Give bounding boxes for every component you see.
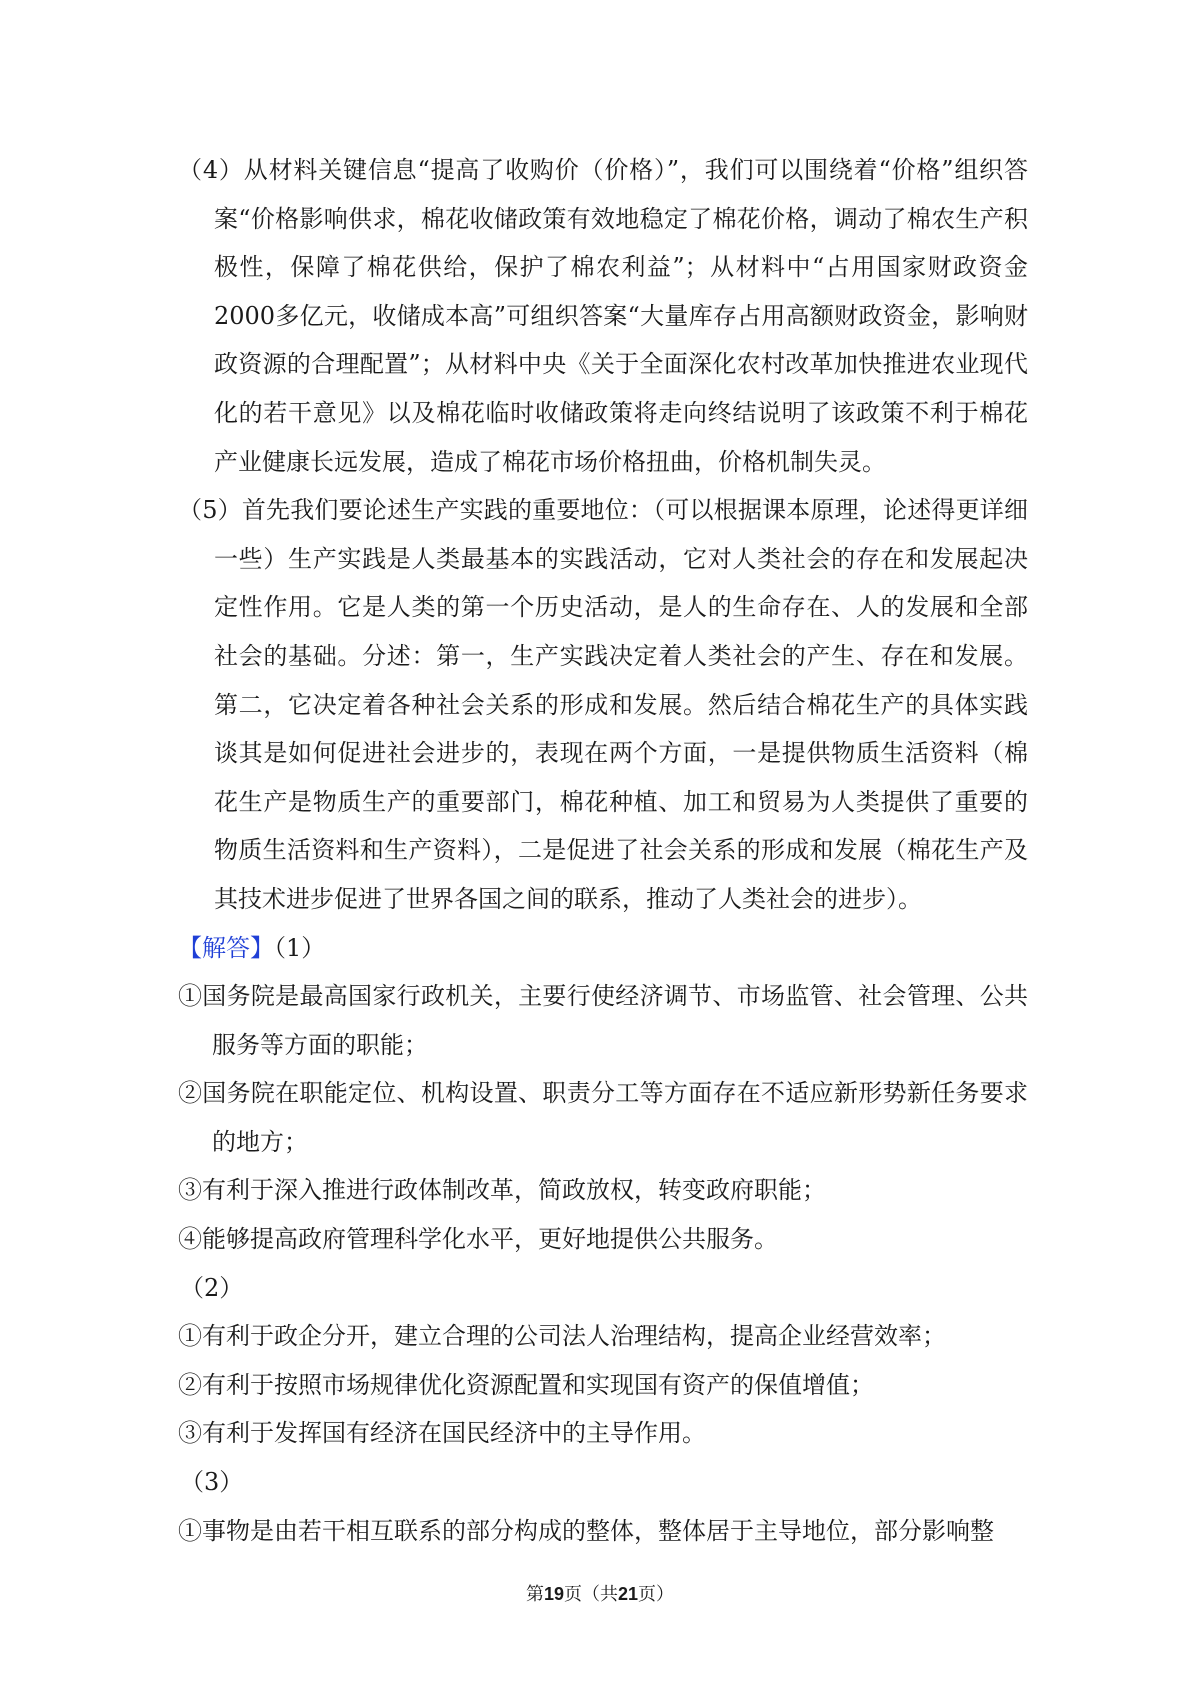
- answer-1-item-4: ④能够提高政府管理科学化水平，更好地提供公共服务。: [178, 1225, 778, 1254]
- answer-label: 【解答】: [178, 933, 274, 962]
- answer-part-3-head: （3）: [180, 1468, 244, 1497]
- answer-2-item-2: ②有利于按照市场规律优化资源配置和实现国有资产的保值增值；: [178, 1370, 874, 1399]
- footer-prefix: 第: [525, 1584, 544, 1605]
- answer-2-item-1: ①有利于政企分开，建立合理的公司法人治理结构，提高企业经营效率；: [178, 1322, 946, 1351]
- answer-3-item-1: ①事物是由若干相互联系的部分构成的整体，整体居于主导地位，部分影响整: [178, 1516, 994, 1545]
- page-content: [178, 146, 1028, 1555]
- answer-1-item-2: ②国务院在职能定位、机构设置、职责分工等方面存在不适应新形势新任务要求的地方；: [178, 1079, 1028, 1156]
- answer-1-item-1: ①国务院是最高国家行政机关，主要行使经济调节、市场监管、社会管理、公共服务等方面的职能；: [178, 982, 1028, 1059]
- analysis-paragraph-4: （4）从材料关键信息“提高了收购价（价格）”，我们可以围绕着“价格”组织答案“价格影响供求，棉花收储政策有效地稳定了棉花价格，调动了棉农生产积极性，保障了棉花供给，保护了棉农利益”；从材料中“占用国家财政资金2000多亿元，收储成本高”可组织答案“大量库存占用高额财政资金，影响财政资源的合理配置”；从材料中央《关于全面深化农村改革加快推进农业现代化的若干意见》以及棉花临时收储政策将走向终结说明了该政策不利于棉花产业健康长远发展，造成了棉花市场价格扭曲，价格机制失灵。: [178, 156, 1028, 476]
- footer-current-page: 19: [543, 1584, 564, 1604]
- answer-part-2-head: （2）: [180, 1273, 244, 1302]
- answer-2-item-3: ③有利于发挥国有经济在国民经济中的主导作用。: [178, 1419, 706, 1448]
- analysis-paragraph-5: （5）首先我们要论述生产实践的重要地位：（可以根据课本原理，论述得更详细一些）生产实践是人类最基本的实践活动，它对人类社会的存在和发展起决定性作用。它是人类的第一个历史活动，是人的生命存在、人的发展和全部社会的基础。分述：第一，生产实践决定着人类社会的产生、存在和发展。第二，它决定着各种社会关系的形成和发展。然后结合棉花生产的具体实践谈其是如何促进社会进步的，表现在两个方面，一是提供物质生活资料（棉花生产是物质生产的重要部门，棉花种植、加工和贸易为人类提供了重要的物质生活资料和生产资料），二是促进了社会关系的形成和发展（棉花生产及其技术进步促进了世界各国之间的联系，推动了人类社会的进步）。: [178, 496, 1028, 913]
- footer-suffix: 页）: [638, 1584, 675, 1605]
- answer-part-1-head: （1）: [274, 933, 326, 962]
- answer-1-item-3: ③有利于深入推进行政体制改革，简政放权，转变政府职能；: [178, 1176, 826, 1205]
- page-footer: [0, 1582, 1200, 1607]
- answer-heading: [178, 924, 1028, 973]
- footer-total-pages: 21: [618, 1584, 639, 1604]
- footer-middle: 页（共: [564, 1584, 618, 1605]
